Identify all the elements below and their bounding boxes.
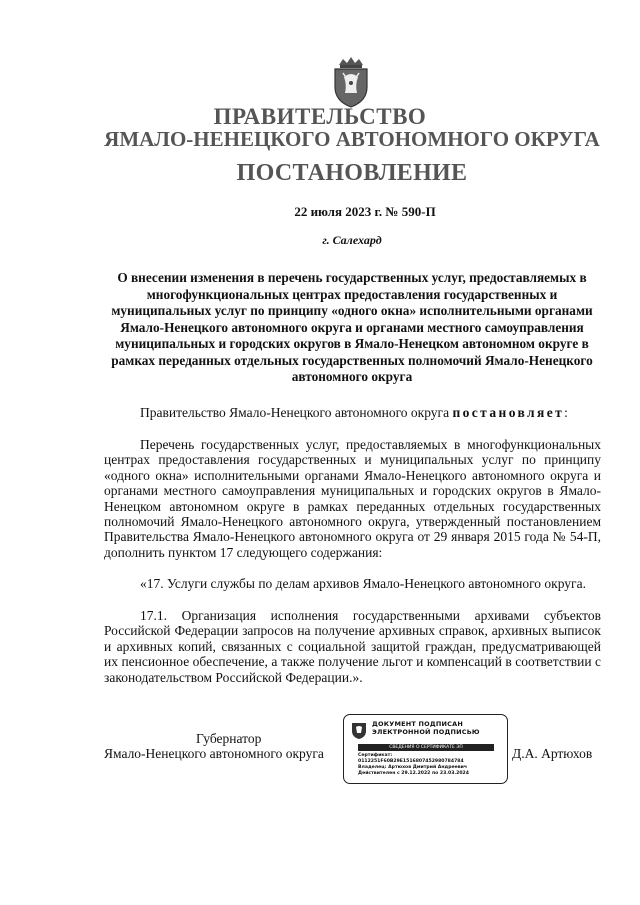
government-name-line2: ЯМАЛО-НЕНЕЦКОГО АВТОНОМНОГО ОКРУГА (104, 127, 600, 151)
stamp-heading-line2: ЭЛЕКТРОННОЙ ПОДПИСЬЮ (372, 728, 480, 736)
body-paragraph-1: Перечень государственных услуг, предоставляемых в многофункциональных центрах предоставления государственных и муниципальных услуг по принципу «одного окна» исполнительными органами Ямало-Ненецкого автономного округа и органами местного самоуправления муниципальных и городских округов в Ямало-Ненецком автономном округе в рамках переданных отдельных государственных полномочий Ямало-Ненецкого автономного округа, утвержденный постановлением Правительства Ямало-Ненецкого автономного округа от 29 января 2015 года № 54-П, дополнить пунктом 17 следующего содержания: (104, 437, 601, 560)
signer-position-line2: Ямало-Ненецкого автономного округа (104, 746, 324, 761)
stamp-details (358, 753, 469, 777)
stamp-certificate-number: 0112251F60B29E1516807452980784784 (358, 759, 464, 764)
government-name-line1: ПРАВИТЕЛЬСТВО (213, 104, 427, 129)
document-title: О внесении изменения в перечень государственных услуг, предоставляемых в многофункциональных центрах предоставления государственных и муниципальных услуг по принципу «одного окна» исполнительными органами Ямало-Ненецкого автономного округа и органами местного самоуправления муниципальных и городских округов в Ямало-Ненецком автономном округе в рамках переданных отдельных государственных полномочий Ямало-Ненецкого автономного округа (111, 270, 593, 384)
stamp-heading-line1: ДОКУМЕНТ ПОДПИСАН (372, 720, 463, 728)
signer-position-line1: Губернатор (196, 731, 262, 746)
crest-icon (350, 720, 368, 740)
stamp-owner: Владелец: Артюхов Дмитрий Андреевич (358, 765, 468, 770)
coat-of-arms-emblem (329, 55, 373, 109)
stamp-heading (372, 720, 480, 736)
intro-emphasis: постановляет (452, 405, 565, 420)
body-paragraph-2: «17. Услуги службы по делам архивов Ямало-Ненецкого автономного округа. (140, 576, 586, 591)
document-date-number: 22 июля 2023 г. № 590-П (294, 204, 436, 219)
signer-name: Д.А. Артюхов (512, 746, 593, 761)
electronic-signature-stamp (343, 714, 508, 784)
intro-text: Правительство Ямало-Ненецкого автономного округа (140, 405, 450, 420)
document-type: ПОСТАНОВЛЕНИЕ (236, 160, 468, 186)
resolution-intro (140, 405, 568, 421)
stamp-validity: Действителен с 29.12.2022 по 23.03.2024 (358, 771, 469, 776)
stamp-certificate-label: Сертификат: (358, 753, 393, 758)
document-city: г. Салехард (322, 233, 382, 247)
stamp-bar: СВЕДЕНИЯ О СЕРТИФИКАТЕ ЭП (358, 744, 494, 751)
intro-end: : (564, 405, 568, 420)
body-paragraph-3: 17.1. Организация исполнения государственными архивами субъектов Российской Федерации запросов на получение архивных справок, архивных выписок и архивных копий, связанных с социальной защитой граждан, предусматривающей их пенсионное обеспечение, а также получение льгот и компенсаций в соответствии с законодательством Российской Федерации.». (104, 608, 601, 685)
